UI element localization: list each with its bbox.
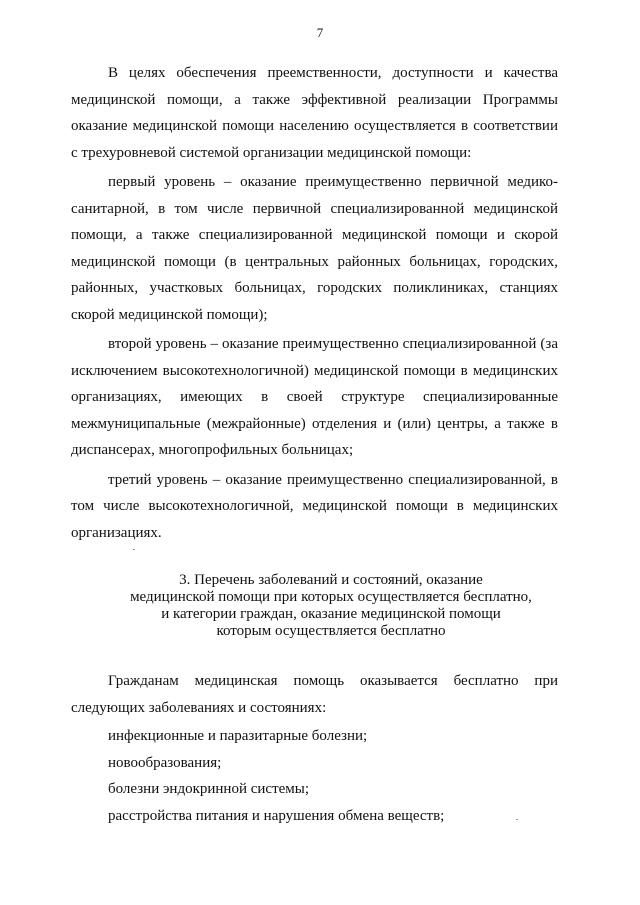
paragraph-level-three: третий уровень – оказание преимущественно специализированной, в том числе высокотехнологичной, медицинской помощи в медицинских организациях. [71, 471, 558, 541]
paragraph-level-two: второй уровень – оказание преимущественно специализированной (за исключением высокотехнологичной) медицинской помощи в медицинских организациях, имеющих в своей структуре специализированные межмуниципальные (межрайонные) отделения и (или) центры, а также в диспансерах, многопрофильных больницах; [71, 336, 558, 458]
paragraph-level-one: первый уровень – оказание преимущественно первичной медико-санитарной, в том числе первичной специализированной медицинской помощи, а также специализированной медицинской помощи и скорой медицинской помощи (в центральных районных больницах, городских, районных, участковых больницах, городских поликлиниках, станциях скорой медицинской помощи); [71, 174, 558, 323]
body-text [71, 60, 558, 546]
section-heading [71, 572, 591, 640]
scan-speck [133, 549, 135, 550]
section-heading-line: и категории граждан, оказание медицинской помощи [161, 606, 501, 622]
condition-item: болезни эндокринной системы; [108, 781, 310, 797]
section-intro: Гражданам медицинская помощь оказывается бесплатно при следующих заболеваниях и состояниях: [71, 673, 558, 716]
condition-item: новообразования; [108, 754, 222, 771]
section-heading-line: 3. Перечень заболеваний и состояний, оказание [179, 572, 483, 588]
paragraph-intro: В целях обеспечения преемственности, доступности и качества медицинской помощи, а также эффективной реализации Программы оказание медицинской помощи населению осуществляется в соответствии с трехуровневой системой организации медицинской помощи: [71, 65, 558, 161]
condition-item: инфекционные и паразитарные болезни; [108, 728, 368, 744]
section-heading-line: медицинской помощи при которых осуществляется бесплатно, [130, 589, 532, 605]
section-heading-line: которым осуществляется бесплатно [216, 623, 446, 639]
scan-speck [516, 819, 518, 820]
section-body [71, 668, 558, 829]
condition-item: расстройства питания и нарушения обмена веществ; [108, 807, 445, 824]
page-number: 7 [316, 25, 324, 40]
